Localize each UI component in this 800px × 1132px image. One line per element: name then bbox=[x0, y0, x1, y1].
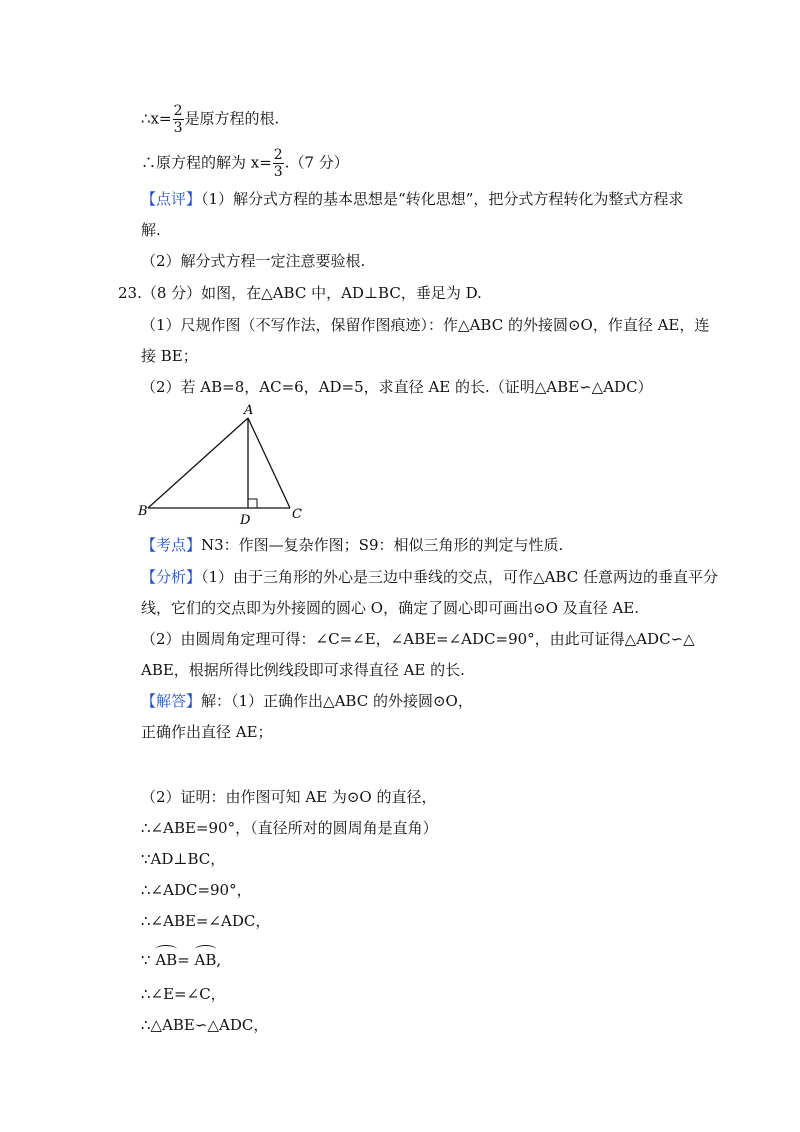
proof-line-7: ∴∠E=∠C， bbox=[141, 985, 226, 1003]
label-c: C bbox=[292, 507, 302, 522]
triangle-figure bbox=[130, 400, 320, 525]
proof-line-2: ∴∠ABE=90°，（直径所对的圆周角是直角） bbox=[141, 819, 438, 837]
jieda-line-1b: 正确作出直径 AE； bbox=[141, 723, 273, 741]
question-number: 23. bbox=[118, 284, 142, 302]
label-b: B bbox=[138, 504, 148, 519]
fenxi-line-2b: ABE，根据所得比例线段即可求得直径 AE 的长. bbox=[141, 661, 465, 679]
proof-line-8: ∴△ABE∽△ADC， bbox=[141, 1016, 269, 1034]
side-ac bbox=[248, 418, 290, 508]
side-ab bbox=[148, 418, 248, 508]
text-l1-post: 是原方程的根. bbox=[184, 109, 280, 128]
right-angle-mark bbox=[248, 499, 257, 508]
review-tag: 【点评】 bbox=[141, 190, 202, 208]
fraction: $\frac{2}{3}$ bbox=[273, 147, 283, 180]
jieda-line-1: 【解答】解：（1）正确作出△ABC 的外接圆⊙O， bbox=[141, 692, 473, 710]
proof-line-6: ∵ AB= AB, bbox=[141, 946, 221, 970]
text-l2-pre: ∴原方程的解为 x= bbox=[141, 153, 272, 172]
question-23: 23.（8 分）如图，在△ABC 中，AD⊥BC，垂足为 D. bbox=[118, 284, 482, 302]
q23-part1a: （1）尺规作图（不写作法，保留作图痕迹）：作△ABC 的外接圆⊙O，作直径 AE，连 bbox=[141, 316, 710, 334]
proof-line-1: （2）证明：由作图可知 AE 为⊙O 的直径， bbox=[141, 788, 437, 806]
label-a: A bbox=[244, 403, 254, 418]
text-l2-post: .（7 分） bbox=[284, 153, 349, 172]
line-solution bbox=[141, 147, 349, 180]
review-line-1: 【点评】（1）解分式方程的基本思想是“转化思想”，把分式方程转化为整式方程求 bbox=[141, 190, 684, 208]
text-l1-pre: ∴x= bbox=[141, 109, 172, 128]
fenxi-line-1b: 线，它们的交点即为外接圆的圆心 O，确定了圆心即可画出⊙O 及直径 AE. bbox=[141, 599, 640, 617]
label-d: D bbox=[240, 513, 251, 525]
arc-ab-2: AB bbox=[195, 946, 217, 970]
proof-line-3: ∵AD⊥BC， bbox=[141, 850, 226, 868]
q23-part1b: 接 BE； bbox=[141, 347, 198, 365]
review-line-1b: 解. bbox=[141, 221, 161, 239]
fraction: $\frac{2}{3}$ bbox=[173, 103, 183, 136]
jieda-tag: 【解答】 bbox=[141, 692, 202, 710]
kaodian-line: 【考点】N3：作图—复杂作图；S9：相似三角形的判定与性质. bbox=[141, 536, 564, 554]
kaodian-tag: 【考点】 bbox=[141, 536, 202, 554]
line-root bbox=[141, 103, 279, 136]
arc-ab-1: AB bbox=[155, 946, 177, 970]
fenxi-line-1: 【分析】（1）由于三角形的外心是三边中垂线的交点，可作△ABC 任意两边的垂直平分 bbox=[141, 568, 718, 586]
fenxi-tag: 【分析】 bbox=[141, 568, 202, 586]
review-line-2: （2）解分式方程一定注意要验根. bbox=[141, 252, 366, 270]
fenxi-line-2a: （2）由圆周角定理可得：∠C=∠E，∠ABE=∠ADC=90°，由此可证得△ADC∽△ bbox=[141, 630, 695, 648]
q23-part2: （2）若 AB=8，AC=6，AD=5，求直径 AE 的长.（证明△ABE∽△ADC） bbox=[141, 378, 653, 396]
proof-line-5: ∴∠ABE=∠ADC， bbox=[141, 912, 271, 930]
proof-line-4: ∴∠ADC=90°， bbox=[141, 881, 252, 899]
